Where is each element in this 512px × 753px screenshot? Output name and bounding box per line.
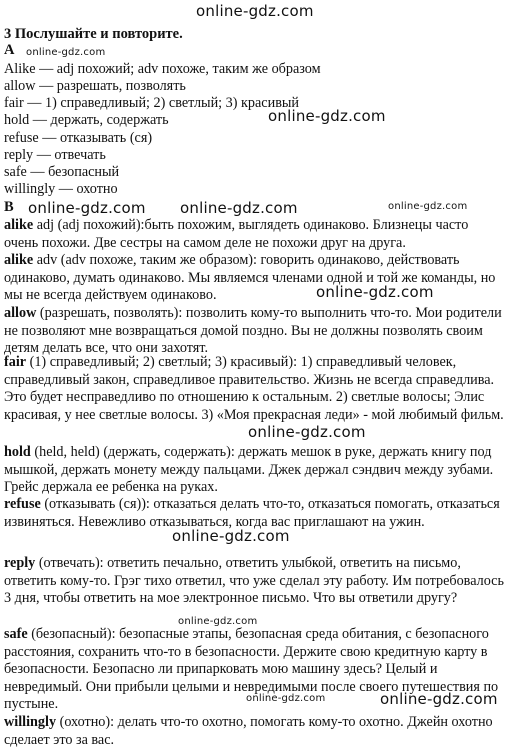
vocab-line: Alike — adj похожий; adv похоже, таким же образом — [4, 61, 321, 77]
watermark: online-gdz.com — [26, 47, 106, 58]
watermark: online-gdz.com — [316, 283, 434, 301]
watermark: online-gdz.com — [172, 527, 290, 545]
entry-text: (охотно): делать что-то охотно, помогать кому-то охотно. Джейн охотно сделает это за вас. — [4, 714, 493, 748]
entry-word: alike — [4, 217, 34, 233]
entry-allow — [4, 305, 504, 358]
entry-text: (отвечать): ответить печально, ответить улыбкой, ответить на письмо, ответить кому-то. Грэг тихо ответил, что уже сделал эту работу. Им потребовалось 3 дня, чтобы ответить на мое электронное письмо. Что вы ответили другу? — [4, 555, 504, 607]
watermark: online-gdz.com — [268, 107, 386, 125]
entry-word: hold — [4, 444, 31, 460]
entry-word: willingly — [4, 714, 57, 730]
entry-word: allow — [4, 305, 37, 321]
entry-hold — [4, 444, 504, 497]
vocab-line: allow — разрешать, позволять — [4, 78, 186, 94]
watermark: online-gdz.com — [380, 690, 498, 708]
watermark: online-gdz.com — [180, 199, 298, 217]
entry-text: (разрешать, позволять): позволить кому-то выполнить что-то. Мои родители не позволяют мне возвращаться домой поздно. Вы не должны позволять своим детям делать все, что они захотят. — [4, 305, 502, 357]
entry-text: (отказывать (ся)): отказаться делать что-то, отказаться помогать, отказаться извиняться. Невежливо отказываться, когда вас приглашают на ужин. — [4, 496, 500, 530]
watermark-top: online-gdz.com — [196, 2, 314, 20]
entry-text: (held, held) (держать, содержать): держать мешок в руке, держать книгу под мышкой, держать монету между пальцами. Джек держал сэндвич между зубами. Грейс держала ее ребенка на руках. — [4, 444, 494, 496]
vocab-line: willingly — охотно — [4, 181, 118, 197]
entry-text: (1) справедливый; 2) светлый; 3) красивый): 1) справедливый человек, справедливый закон, справедливое правительство. Жизнь не всегда справедлива. Это будет несправедливо по отношению к остальным. 2) светлые волосы; Элис красивая, у нее светлые волосы. 3) «Моя прекрасная леди» - мой любимый фильм. — [4, 354, 504, 423]
section-b-label: B — [4, 199, 14, 215]
entry-word: reply — [4, 555, 36, 571]
entry-refuse — [4, 496, 504, 531]
entry-word: refuse — [4, 496, 41, 512]
entry-text: adv (adv похоже, таким же образом): говорить одинаково, действовать одинаково, думать одинаково. Мы являемся членами одной и той же команды, но мы не всегда действуем одинаково. — [4, 252, 496, 304]
section-a-label: A — [4, 42, 15, 58]
watermark: online-gdz.com — [388, 201, 468, 212]
vocab-line: hold — держать, содержать — [4, 112, 169, 128]
entry-word: safe — [4, 626, 28, 642]
watermark: online-gdz.com — [178, 616, 258, 627]
entry-text: (безопасный): безопасные этапы, безопасная среда обитания, с безопасного расстояния, сохранить что-то в безопасности. Держите свою кредитную карту в безопасности. Безопасно ли припарковать мою машину здесь? Целый и невредимый. Они прибыли целыми и невредимыми после своего путешествия по пустыне. — [4, 626, 499, 713]
entry-willingly — [4, 714, 504, 749]
watermark: online-gdz.com — [246, 693, 326, 704]
entry-reply — [4, 555, 504, 608]
watermark: online-gdz.com — [28, 199, 146, 217]
entry-alike-adj — [4, 217, 504, 252]
entry-fair — [4, 354, 504, 424]
vocab-line: fair — 1) справедливый; 2) светлый; 3) красивый — [4, 95, 300, 111]
entry-word: alike — [4, 252, 34, 268]
watermark: online-gdz.com — [248, 423, 366, 441]
entry-alike-adv — [4, 252, 504, 305]
vocab-line: reply — отвечать — [4, 147, 106, 163]
vocab-line: safe — безопасный — [4, 164, 120, 180]
entry-text: adj (adj похожий):быть похожим, выглядеть одинаково. Близнецы часто очень похожи. Две сестры на самом деле не похожи друг на друга. — [4, 217, 469, 251]
entry-word: fair — [4, 354, 27, 370]
entry-safe — [4, 626, 504, 714]
exercise-title: 3 Послушайте и повторите. — [4, 26, 183, 42]
vocab-line: refuse — отказывать (ся) — [4, 130, 153, 146]
